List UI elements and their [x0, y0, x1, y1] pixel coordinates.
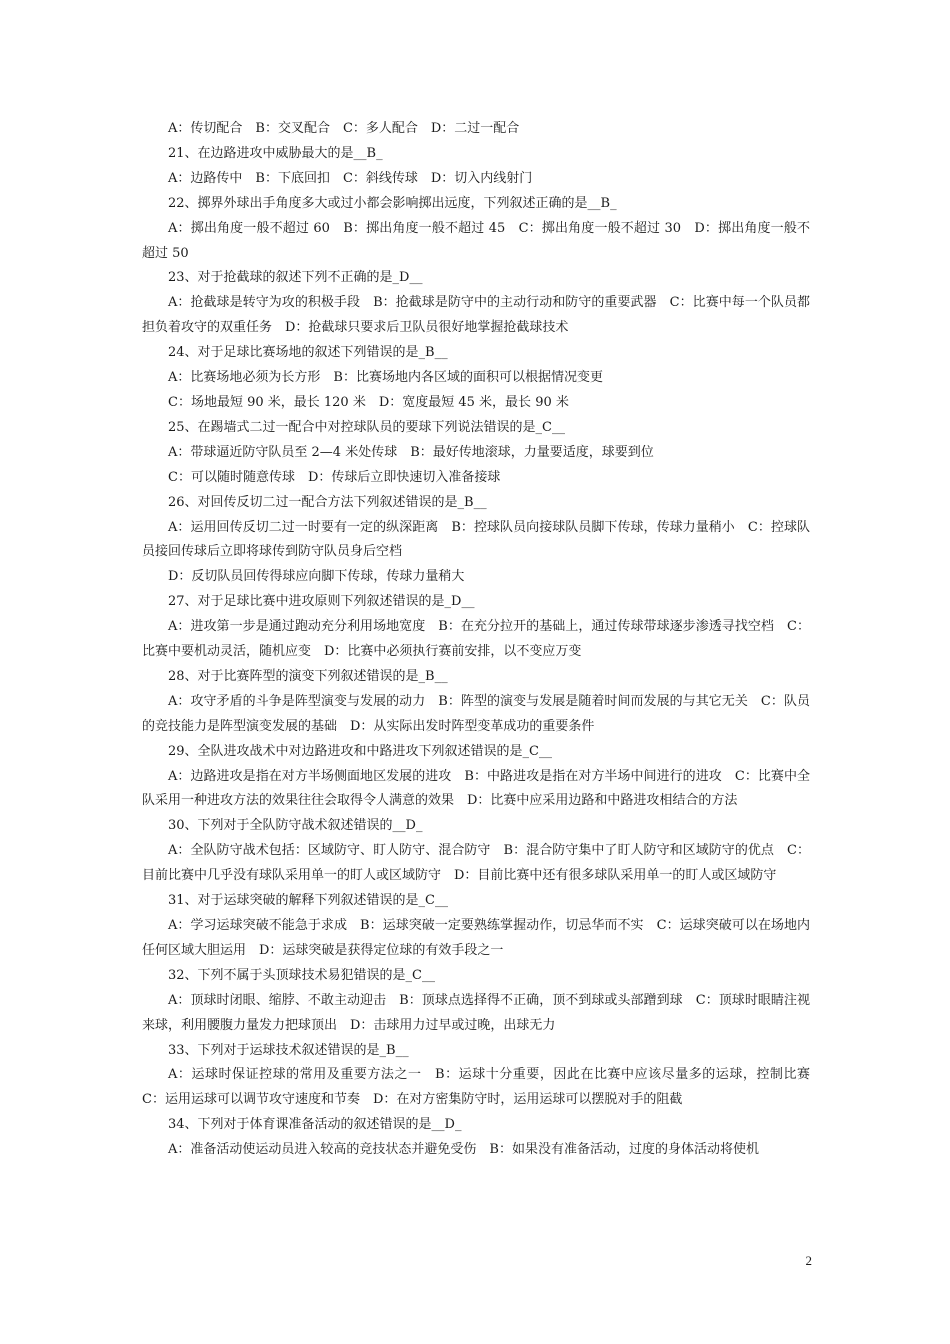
answer-options: A：运用回传反切二过一时要有一定的纵深距离 B：控球队员向接球队员脚下传球，传球力量稍小 C：控球队员接回传球后立即将球传到防守队员身后空档: [142, 519, 810, 560]
answer-options: A：比赛场地必须为长方形 B：比赛场地内各区域的面积可以根据情况变更: [168, 370, 603, 386]
answer-options: A：传切配合 B：交叉配合 C：多人配合 D：二过一配合: [168, 121, 520, 136]
answer-options: C：场地最短 90 米，最长 120 米 D：宽度最短 45 米，最长 90 米: [168, 394, 569, 410]
question-text: 25、在踢墙式二过一配合中对控球队员的要球下列说法错误的是_C__: [168, 419, 565, 435]
answer-options: A：进攻第一步是通过跑动充分利用场地宽度 B：在充分拉开的基础上，通过传球带球逐步渗透寻找空档 C：比赛中要机动灵活，随机应变 D：比赛中必须执行赛前安排，以不变应万变: [142, 619, 810, 660]
answer-options: A：攻守矛盾的斗争是阵型演变与发展的动力 B：阵型的演变与发展是随着时间而发展的与其它无关 C：队员的竞技能力是阵型演变发展的基础 D：从实际出发时阵型变革成功的重要条件: [142, 693, 810, 734]
question-text: 21、在边路进攻中威胁最大的是__B_: [168, 145, 383, 161]
question-text: 29、全队进攻战术中对边路进攻和中路进攻下列叙述错误的是_C__: [168, 743, 552, 759]
answer-options: C：可以随时随意传球 D：传球后立即快速切入准备接球: [168, 469, 501, 485]
question-text: 27、对于足球比赛中进攻原则下列叙述错误的是_D__: [168, 594, 475, 610]
question-text: 23、对于抢截球的叙述下列不正确的是_D__: [168, 270, 423, 286]
question-text: 32、下列不属于头顶球技术易犯错误的是_C__: [168, 967, 435, 983]
document-body: [142, 117, 824, 1163]
answer-options: A：学习运球突破不能急于求成 B：运球突破一定要熟练掌握动作，切忌华而不实 C：运球突破可以在场地内任何区域大胆运用 D：运球突破是获得定位球的有效手段之一: [142, 918, 810, 958]
answer-options: A：带球逼近防守队员至 2—4 米处传球 B：最好传地滚球，力量要适度，球要到位: [168, 444, 654, 460]
answer-options: A：运球时保证控球的常用及重要方法之一 B：运球十分重要，因此在比赛中应该尽量多的运球，控制比赛 C：运用运球可以调节攻守速度和节奏 D：在对方密集防守时，运用运球可以摆脱对手的阻截: [142, 1067, 824, 1108]
question-text: 26、对回传反切二过一配合方法下列叙述错误的是_B__: [168, 494, 487, 510]
answer-options: A：掷出角度一般不超过 60 B：掷出角度一般不超过 45 C：掷出角度一般不超过 30 D：掷出角度一般不超过 50: [142, 220, 810, 261]
answer-options: A：全队防守战术包括：区域防守、盯人防守、混合防守 B：混合防守集中了盯人防守和区域防守的优点 C：目前比赛中几乎没有球队采用单一的盯人或区域防守 D：目前比赛中还有很多球队采用单一的盯人或区域防守: [142, 843, 810, 884]
question-text: 24、对于足球比赛场地的叙述下列错误的是_B__: [168, 345, 448, 361]
question-text: 33、下列对于运球技术叙述错误的是_B__: [168, 1042, 409, 1058]
answer-options: A：边路进攻是指在对方半场侧面地区发展的进攻 B：中路进攻是指在对方半场中间进行的进攻 C：比赛中全队采用一种进攻方法的效果往往会取得令人满意的效果 D：比赛中应采用边路和中路进攻相结合的方法: [142, 768, 810, 809]
question-text: 30、下列对于全队防守战术叙述错误的__D_: [168, 818, 423, 834]
answer-options: D：反切队员回传得球应向脚下传球，传球力量稍大: [168, 569, 465, 585]
question-text: 31、对于运球突破的解释下列叙述错误的是_C__: [168, 893, 448, 909]
question-text: 28、对于比赛阵型的演变下列叙述错误的是_B__: [168, 668, 448, 684]
answer-options: A：顶球时闭眼、缩脖、不敢主动迎击 B：顶球点选择得不正确，顶不到球或头部蹭到球 C：顶球时眼睛注视来球，利用腰腹力量发力把球顶出 D：击球用力过早或过晚，出球无力: [142, 992, 810, 1033]
answer-options: A：边路传中 B：下底回扣 C：斜线传球 D：切入内线射门: [168, 170, 533, 186]
answer-options: A：准备活动使运动员进入较高的竞技状态并避免受伤 B：如果没有准备活动，过度的身体活动将使机: [168, 1142, 759, 1158]
question-text: 22、掷界外球出手角度多大或过小都会影响掷出远度，下列叙述正确的是__B_: [168, 195, 617, 211]
question-text: 34、下列对于体育课准备活动的叙述错误的是__D_: [168, 1117, 462, 1133]
answer-options: A：抢截球是转守为攻的积极手段 B：抢截球是防守中的主动行动和防守的重要武器 C：比赛中每一个队员都担负着攻守的双重任务 D：抢截球只要求后卫队员很好地掌握抢截球技术: [142, 295, 810, 336]
page-number: 2: [805, 1253, 812, 1268]
